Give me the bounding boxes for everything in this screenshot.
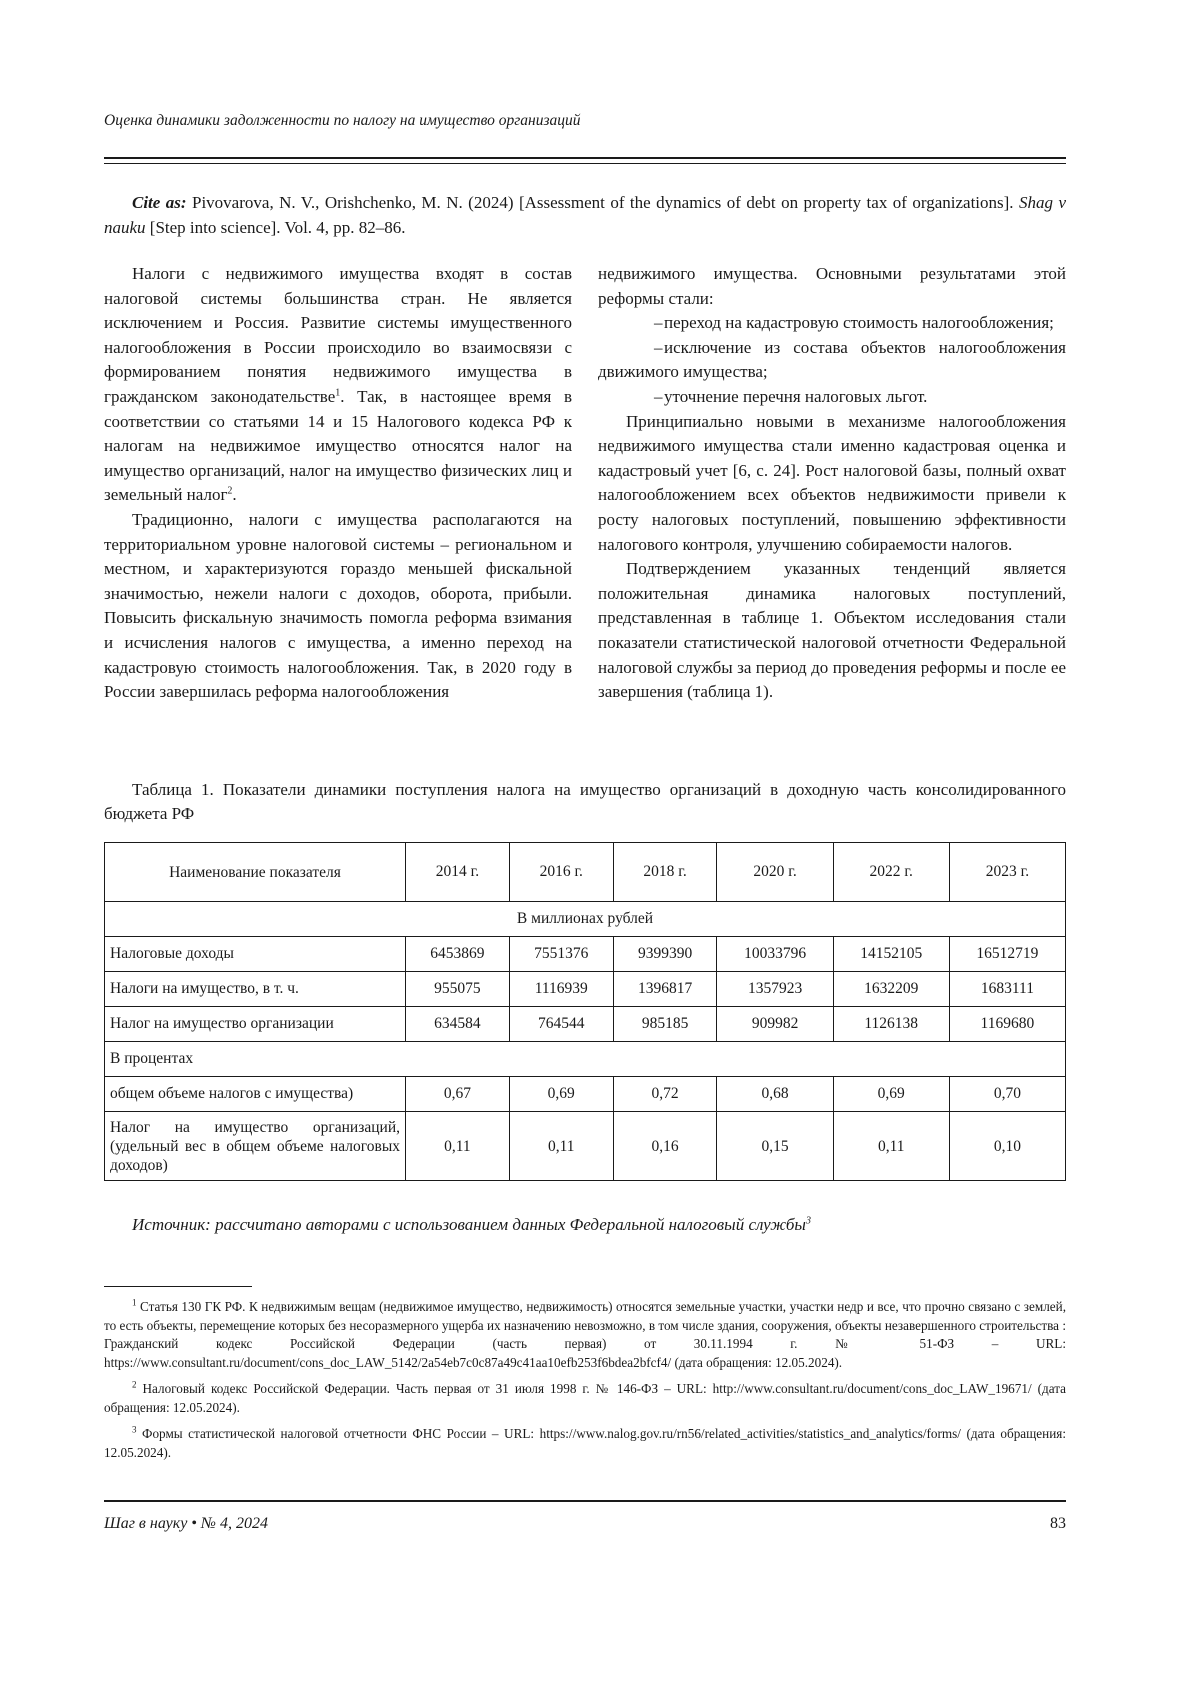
footnote-number: 3 [132,1424,137,1435]
dash-mark: – [654,386,663,406]
table-source [132,1215,811,1235]
table-cell: 0,11 [833,1112,949,1181]
table-row [105,972,1066,1007]
bullet-item [598,336,1066,385]
table-row [105,1112,1066,1181]
header-name-cell: Наименование показателя [105,843,406,902]
footnote-ref-2[interactable]: 2 [227,485,233,497]
table-cell: 1169680 [949,1007,1065,1042]
table-cell: 1126138 [833,1007,949,1042]
bullet-text: исключение из состава объектов налогообложения движимого имущества; [598,337,1066,382]
footnotes [104,1298,1066,1470]
section-row [105,1042,1066,1077]
dash-mark: – [654,337,663,357]
right-paragraph-2: Принципиально новыми в механизме налогообложения недвижимого имущества стали именно кадастровая оценка и кадастровый учет [6, с. 24]. Рост налоговой базы, полный охват налогообложением всех объектов недвижимости привели к росту налоговых поступлений, повышению эффективности налогового контроля, улучшению собираемости налогов. [598,411,1066,554]
table-cell: 0,72 [613,1077,717,1112]
header-year-cell: 2018 г. [613,843,717,902]
footnote-rule [104,1286,252,1287]
footnote [104,1425,1066,1462]
running-head: Оценка динамики задолженности по налогу на имущество организаций [104,112,581,129]
table-cell: 0,69 [833,1077,949,1112]
table-cell: 9399390 [613,937,717,972]
left-p1-text: Налоги с недвижимого имущества входят в состав налоговой системы большинства стран. Не является исключением и Россия. Развитие системы имущественного налогообложения в России происходило во взаимосвязи с формированием понятия недвижимого имущества в гражданском законодательстве [104,264,572,406]
table-cell: 0,16 [613,1112,717,1181]
left-paragraph-1 [104,262,572,508]
table-cell: 0,70 [949,1077,1065,1112]
cite-label: Cite as: [132,193,187,212]
table-cell: 0,67 [406,1077,510,1112]
page-number: 83 [1050,1515,1066,1532]
header-year-cell: 2022 г. [833,843,949,902]
header-year-cell: 2016 г. [509,843,613,902]
table-cell: 14152105 [833,937,949,972]
table-cell: 1683111 [949,972,1065,1007]
row-label: Налоги на имущество, в т. ч. [105,972,406,1007]
table-cell: 0,11 [406,1112,510,1181]
journal-name: Шаг в науку • № 4, 2024 [104,1515,268,1532]
right-paragraph-1: недвижимого имущества. Основными результатами этой реформы стали: [598,264,1066,308]
row-label: Налог на имущество организации [105,1007,406,1042]
table-cell: 0,68 [717,1077,833,1112]
table-cell: 634584 [406,1007,510,1042]
body-columns [104,262,1066,705]
source-text: Источник: рассчитано авторами с использованием данных Федеральной налоговый службы [132,1215,806,1234]
bullet-item [598,311,1066,336]
row-label: общем объеме налогов с имущества) [105,1077,406,1112]
footnote-text: Статья 130 ГК РФ. К недвижимым вещам (недвижимое имущество, недвижимость) относятся земельные участки, участки недр и все, что прочно связано с землей, то есть объекты, перемещение которых без несоразмерного ущерба их назначению невозможно, в том числе здания, сооружения, объекты незавершенного строительства : Гражданский кодекс Российской Федерации (часть первая) от 30.11.1994 г. № 51-ФЗ – URL: https://www.consultant.ru/document/cons_doc_LAW_5142/2a54eb7c0c87a49c41aa10efb253f6bdea2bfcf4/ (дата обращения: 12.05.2024). [104,1299,1066,1370]
data-table [104,842,1066,1181]
footer-rule [104,1500,1066,1502]
dash-mark: – [654,313,663,333]
right-paragraph-3: Подтверждением указанных тенденций является положительная динамика налоговых поступлений, представленная в таблице 1. Объектом исследования стали показатели статистической налоговой отчетности Федеральной налоговой службы за период до проведения реформы и после ее завершения (таблица 1). [598,559,1066,702]
paper-page [104,0,1066,1697]
bullet-text: уточнение перечня налоговых льгот. [664,386,928,406]
table-row [105,1077,1066,1112]
row-label: Налог на имущество организаций, (удельный вес в общем объеме налоговых доходов) [105,1112,406,1181]
cite-text-1: Pivovarova, N. V., Orishchenko, M. N. (2024) [Assessment of the dynamics of debt on property tax of organizations]. [186,193,1020,212]
section-row [105,902,1066,937]
footnote-number: 2 [132,1379,137,1390]
citation [104,190,1066,240]
table-cell: 909982 [717,1007,833,1042]
cite-journal: Shag v nauku [104,193,1067,237]
section-label: В миллионах рублей [105,902,1066,937]
table-cell: 1116939 [509,972,613,1007]
footnote [104,1380,1066,1417]
left-column [104,262,572,705]
table-header-row [105,843,1066,902]
table-cell: 7551376 [509,937,613,972]
cite-text-2: [Step into science]. Vol. 4, pp. 82–86. [145,218,406,237]
header-year-cell: 2014 г. [406,843,510,902]
footnote-text: Формы статистической налоговой отчетности ФНС России – URL: https://www.nalog.gov.ru/rn56/related_activities/statistics_and_analytics/forms/ (дата обращения: 12.05.2024). [104,1426,1066,1460]
header-rule-thin [104,163,1066,164]
bullet-text: переход на кадастровую стоимость налогообложения; [664,313,1054,333]
footnote-number: 1 [132,1297,137,1308]
footnote [104,1298,1066,1372]
left-paragraph-2: Традиционно, налоги с имущества располагаются на территориальном уровне налоговой системы – региональном и местном, и характеризуются гораздо меньшей фискальной значимостью, нежели налоги с доходов, оборота, прибыли. Повысить фискальную значимость помогла реформа взимания и исчисления налогов с имущества, а именно переход на кадастровую стоимость налогообложения. Так, в 2020 году в России завершилась реформа налогообложения [104,509,572,702]
table-cell: 16512719 [949,937,1065,972]
table-row [105,1007,1066,1042]
right-column [598,262,1066,705]
table-cell: 985185 [613,1007,717,1042]
table-cell: 0,10 [949,1112,1065,1181]
table-caption: Таблица 1. Показатели динамики поступления налога на имущество организаций в доходную часть консолидированного бюджета РФ [104,780,1066,823]
table-cell: 955075 [406,972,510,1007]
table-cell: 0,15 [717,1112,833,1181]
table-cell: 10033796 [717,937,833,972]
footnote-ref-1[interactable]: 1 [335,387,341,399]
footnote-ref-3[interactable]: 3 [805,1215,811,1227]
left-p1-end: . [232,485,237,505]
header-year-cell: 2023 г. [949,843,1065,902]
header-year-cell: 2020 г. [717,843,833,902]
table-row [105,937,1066,972]
table-cell: 6453869 [406,937,510,972]
table-cell: 0,11 [509,1112,613,1181]
table-cell: 0,69 [509,1077,613,1112]
table-cell: 1396817 [613,972,717,1007]
footnote-text: Налоговый кодекс Российской Федерации. Часть первая от 31 июля 1998 г. № 146-ФЗ – URL: http://www.consultant.ru/document/cons_doc_LAW_19671/ (дата обращения: 12.05.2024). [104,1381,1066,1415]
header-rule [104,157,1066,159]
table-cell: 764544 [509,1007,613,1042]
table-cell: 1357923 [717,972,833,1007]
row-label: Налоговые доходы [105,937,406,972]
table-cell: 1632209 [833,972,949,1007]
left-p1-tail: . Так, в настоящее время в соответствии со статьями 14 и 15 Налогового кодекса РФ к налогам на недвижимое имущество относятся налог на имущество организаций, налог на имущество физических лиц и земельный налог [104,386,572,505]
section-label: В процентах [105,1042,1066,1077]
bullet-item [598,385,1066,410]
